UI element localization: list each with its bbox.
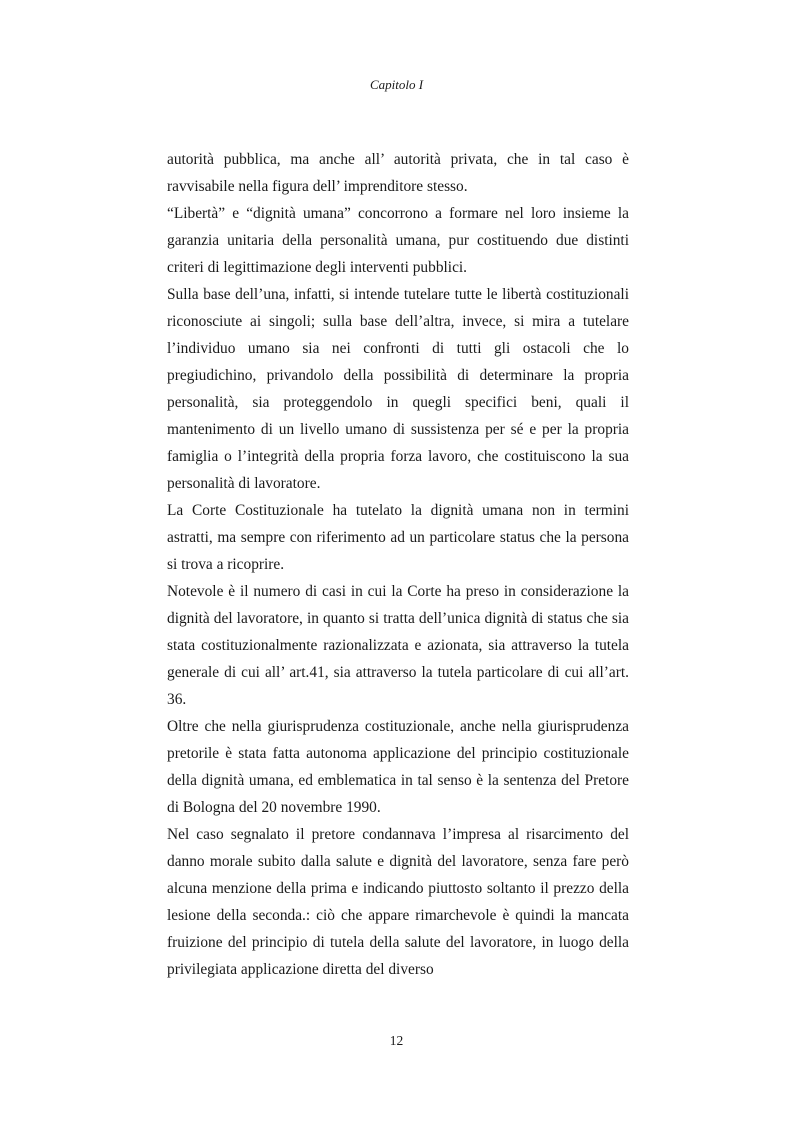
- paragraph-2: “Libertà” e “dignità umana” concorrono a formare nel loro insieme la garanzia unitaria della personalità umana, pur costituendo due distinti criteri di legittimazione degli interventi pubblici.: [167, 205, 629, 276]
- page-number: 12: [389, 1033, 404, 1048]
- paragraph-1: autorità pubblica, ma anche all’ autorità privata, che in tal caso è ravvisabile nella figura dell’ imprenditore stesso.: [167, 151, 629, 195]
- paragraph-7: Nel caso segnalato il pretore condannava l’impresa al risarcimento del danno morale subito dalla salute e dignità del lavoratore, senza fare però alcuna menzione della prima e indicando piuttosto soltanto il prezzo della lesione della seconda.: ciò che appare rimarchevole è quindi la mancata fruizione del principio di tutela della salute del lavoratore, in luogo della privilegiata applicazione diretta del diverso: [167, 826, 629, 978]
- paragraph-6: Oltre che nella giurisprudenza costituzionale, anche nella giurisprudenza pretorile è stata fatta autonoma applicazione del principio costituzionale della dignità umana, ed emblematica in tal senso è la sentenza del Pretore di Bologna del 20 novembre 1990.: [167, 718, 629, 816]
- paragraph-5: Notevole è il numero di casi in cui la Corte ha preso in considerazione la dignità del lavoratore, in quanto si tratta dell’unica dignità di status che sia stata costituzionalmente razionalizzata e azionata, sia attraverso la tutela generale di cui all’ art.41, sia attraverso la tutela particolare di cui all’art. 36.: [167, 583, 629, 708]
- running-header: Capitolo I: [369, 77, 424, 92]
- paragraph-4: La Corte Costituzionale ha tutelato la dignità umana non in termini astratti, ma sempre con riferimento ad un particolare status che la persona si trova a ricoprire.: [167, 502, 629, 573]
- body-text: [167, 146, 629, 983]
- paragraph-3: Sulla base dell’una, infatti, si intende tutelare tutte le libertà costituzionali riconosciute ai singoli; sulla base dell’altra, invece, si mira a tutelare l’individuo umano sia nei confronti di tutti gli ostacoli che lo pregiudichino, privandolo della possibilità di determinare la propria personalità, sia proteggendolo in quegli specifici beni, quali il mantenimento di un livello umano di sussistenza per sé e per la propria famiglia o l’integrità della propria forza lavoro, che costituiscono la sua personalità di lavoratore.: [167, 286, 629, 492]
